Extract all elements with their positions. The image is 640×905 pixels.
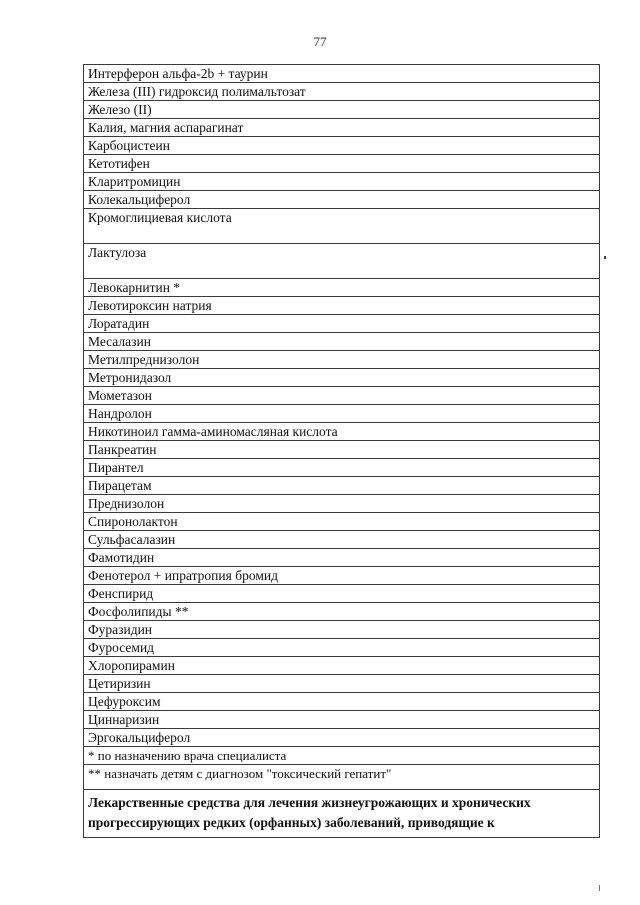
drug-row [84,459,600,477]
drug-name-cell: Левокарнитин * [84,279,600,297]
drug-row [84,191,600,209]
drug-row [84,495,600,513]
drug-list-table [83,64,600,838]
drug-row [84,531,600,549]
drug-row [84,119,600,137]
drug-name-cell: Сульфасалазин [84,531,600,549]
drug-row [84,297,600,315]
drug-row [84,423,600,441]
drug-name-cell: Панкреатин [84,441,600,459]
drug-name-cell: Железо (II) [84,101,600,119]
drug-name-cell: Кетотифен [84,155,600,173]
drug-row [84,369,600,387]
footnote-specialist: * по назначению врача специалиста [84,747,600,765]
drug-row [84,173,600,191]
drug-name-cell: Циннаризин [84,711,600,729]
drug-row [84,693,600,711]
page-number: 77 [313,34,327,49]
drug-name-cell: Пирацетам [84,477,600,495]
drug-name-cell: Никотиноил гамма-аминомасляная кислота [84,423,600,441]
drug-name-cell: Метилпреднизолон [84,351,600,369]
drug-row [84,405,600,423]
drug-name-cell: Хлоропирамин [84,657,600,675]
drug-row [84,567,600,585]
drug-name-cell: Преднизолон [84,495,600,513]
drug-row [84,315,600,333]
drug-row [84,621,600,639]
drug-name-cell: Фенспирид [84,585,600,603]
drug-name-cell: Лоратадин [84,315,600,333]
drug-name-cell: Эргокальциферол [84,729,600,747]
drug-row [84,351,600,369]
drug-name-cell: Пирантел [84,459,600,477]
drug-name-cell: Железа (III) гидроксид полимальтозат [84,83,600,101]
drug-name-cell: Интерферон альфа-2b + таурин [84,65,600,83]
drug-row [84,441,600,459]
drug-row [84,729,600,747]
drug-row [84,711,600,729]
drug-name-cell: Карбоцистеин [84,137,600,155]
drug-row [84,137,600,155]
drug-name-cell: Колекальциферол [84,191,600,209]
scan-mark [599,885,600,891]
scan-mark [604,256,606,259]
drug-row [84,585,600,603]
drug-row [84,209,600,244]
drug-name-cell: Фосфолипиды ** [84,603,600,621]
drug-row [84,244,600,279]
drug-name-cell: Спиронолактон [84,513,600,531]
footnote-hepatitis: ** назначать детям с диагнозом "токсический гепатит" [84,765,600,790]
drug-name-cell: Мометазон [84,387,600,405]
drug-row [84,387,600,405]
drug-name-cell: Фуразидин [84,621,600,639]
drug-row [84,603,600,621]
drug-row [84,513,600,531]
drug-row [84,639,600,657]
drug-row [84,83,600,101]
drug-name-cell: Кромоглициевая кислота [84,209,600,244]
drug-row [84,549,600,567]
drug-name-cell: Фуросемид [84,639,600,657]
drug-row [84,333,600,351]
drug-name-cell: Левотироксин натрия [84,297,600,315]
drug-name-cell: Лактулоза [84,244,600,279]
drug-row [84,675,600,693]
drug-name-cell: Фамотидин [84,549,600,567]
footnote-row [84,765,600,790]
section-heading: Лекарственные средства для лечения жизнеугрожающих и хронических прогрессирующих редких (орфанных) заболеваний, приводящие к [84,790,600,838]
drug-name-cell: Метронидазол [84,369,600,387]
drug-list-body [84,65,600,747]
drug-row [84,101,600,119]
drug-row [84,657,600,675]
drug-name-cell: Кларитромицин [84,173,600,191]
drug-row [84,279,600,297]
drug-name-cell: Калия, магния аспарагинат [84,119,600,137]
drug-name-cell: Цефуроксим [84,693,600,711]
drug-name-cell: Нандролон [84,405,600,423]
section-heading-row [84,790,600,838]
footnote-row [84,747,600,765]
drug-row [84,155,600,173]
drug-name-cell: Месалазин [84,333,600,351]
drug-row [84,65,600,83]
drug-row [84,477,600,495]
drug-name-cell: Цетиризин [84,675,600,693]
drug-name-cell: Фенотерол + ипратропия бромид [84,567,600,585]
